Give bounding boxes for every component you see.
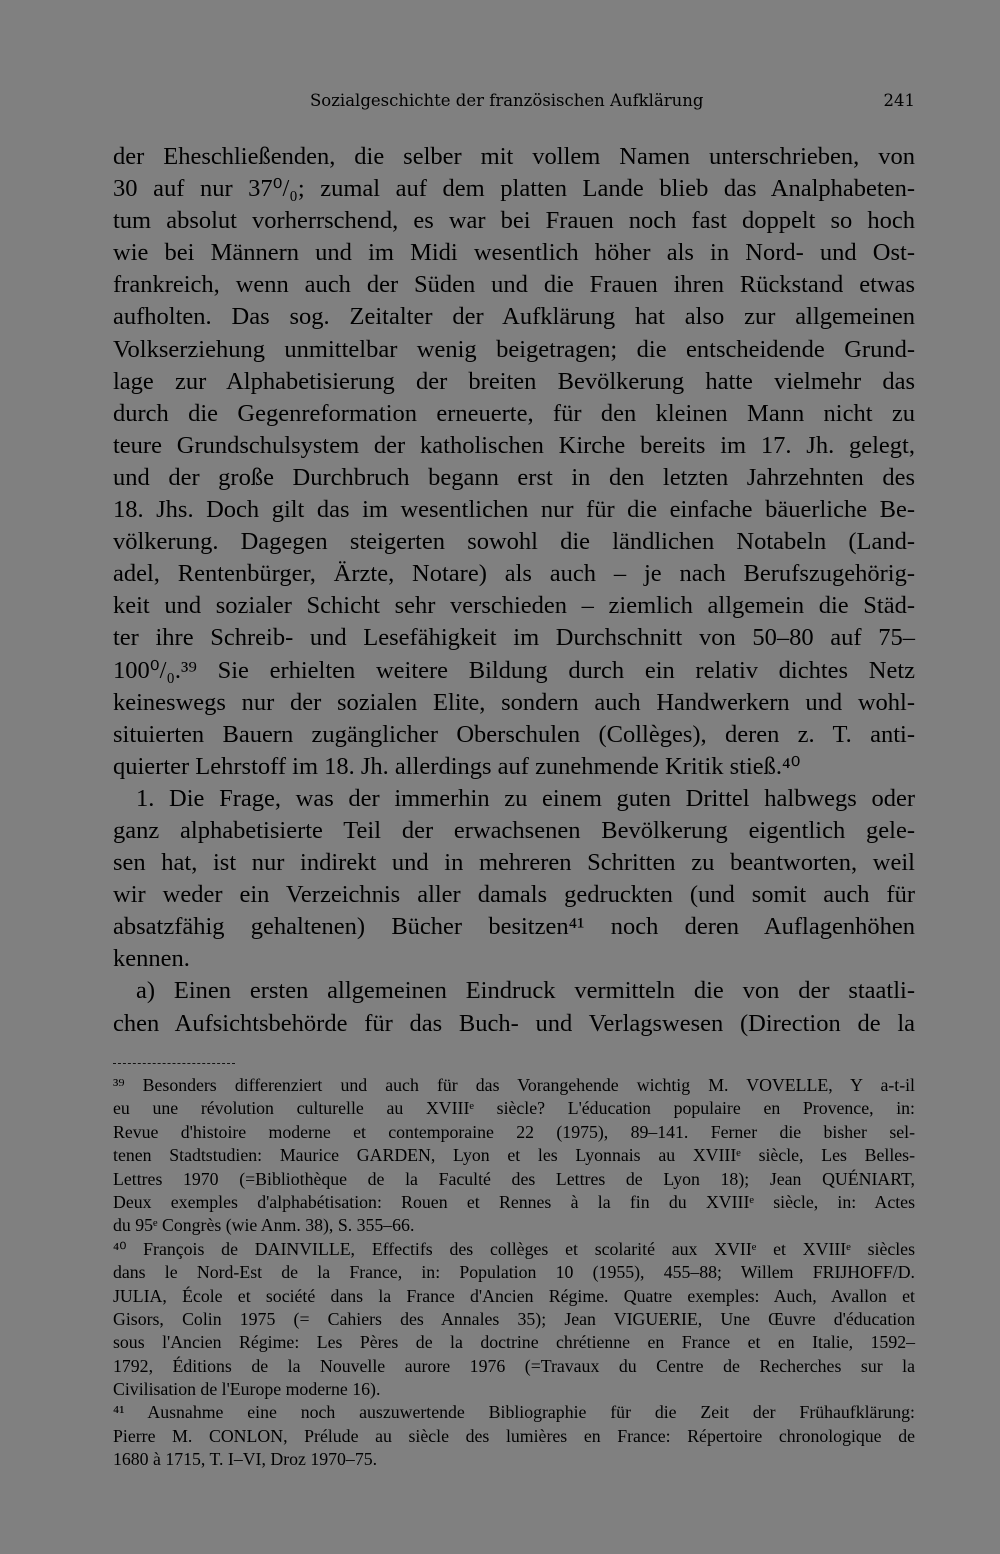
body-line: situierten Bauern zugänglicher Oberschulen (Collèges), deren z. T. anti- [113,720,915,748]
body-line: teure Grundschulsystem der katholischen Kirche bereits im 17. Jh. gelegt, [113,431,915,459]
body-line: quierter Lehrstoff im 18. Jh. allerdings auf zunehmende Kritik stieß.⁴⁰ [113,752,801,780]
footnote-39-line: ³⁹ Besonders differenziert und auch für das Vorangehende wichtig M. VOVELLE, Y a-t-il [113,1075,915,1095]
body-line: der Eheschließenden, die selber mit vollem Namen unterschrieben, von [113,143,915,170]
footnote-39-line: du 95ᵉ Congrès (wie Anm. 38), S. 355–66. [113,1215,415,1236]
body-line: frankreich, wenn auch der Süden und die Frauen ihren Rückstand etwas [113,271,915,299]
body-line: und der große Durchbruch begann erst in den letzten Jahrzehnten des [113,463,915,491]
body-line: chen Aufsichtsbehörde für das Buch- und Verlagswesen (Direction de la [113,1009,915,1037]
body-line: 18. Jhs. Doch gilt das im wesentlichen nur für die einfache bäuerliche Be- [113,496,915,524]
footnote-39-line: tenen Stadtstudien: Maurice GARDEN, Lyon et les Lyonnais au XVIIIᵉ siècle, Les Belles- [113,1145,915,1166]
body-line: keineswegs nur der sozialen Elite, sondern auch Handwerkern und wohl- [113,688,915,716]
footnote-41-line: 1680 à 1715, T. I–VI, Droz 1970–75. [113,1449,378,1470]
footnote-41-line: ⁴¹ Ausnahme eine noch auszuwertende Bibliographie für die Zeit der Frühaufklärung: [113,1402,915,1423]
body-line: ter ihre Schreib- und Lesefähigkeit im Durchschnitt von 50–80 auf 75– [113,624,915,652]
footnote-40-line: sous l'Ancien Régime: Les Pères de la doctrine chrétienne en France et en Italie, 1592– [113,1332,915,1353]
footnotes [113,1074,915,1472]
body-line: 30 auf nur 37⁰/₀; zumal auf dem platten Lande blieb das Analphabeten- [113,175,915,203]
page-number: 241 [883,91,915,110]
body-line: absatzfähig gehaltenen) Bücher besitzen⁴¹ noch deren Auflagenhöhen [113,913,915,941]
footnote-39-line: Lettres 1970 (=Bibliothèque de la Faculté des Lettres de Lyon 18); Jean QUÉNIART, [113,1168,915,1189]
body-line: lage zur Alphabetisierung der breiten Bevölkerung hatte vielmehr das [113,367,915,395]
footnote-39-line: Deux exemples d'alphabétisation: Rouen et Rennes à la fin du XVIIIᵉ siècle, in: Actes [113,1191,915,1212]
footnote-40-line: dans le Nord-Est de la France, in: Population 10 (1955), 455–88; Willem FRIJHOFF/D. [113,1262,915,1283]
footnote-40-line: Gisors, Colin 1975 (= Cahiers des Annales 35); Jean VIGUERIE, Une Œuvre d'éducation [113,1308,915,1329]
body-line: 100⁰/₀.³⁹ Sie erhielten weitere Bildung durch ein relativ dichtes Netz [113,656,915,684]
footnote-41-line: Pierre M. CONLON, Prélude au siècle des lumières en France: Répertoire chronologique de [113,1425,915,1446]
body-text [113,141,915,1040]
body-line: a) Einen ersten allgemeinen Eindruck vermitteln die von der staatli- [136,977,915,1005]
body-line: ganz alphabetisierte Teil der erwachsenen Bevölkerung eigentlich gele- [113,816,915,844]
body-line: durch die Gegenreformation erneuerte, für den kleinen Mann nicht zu [113,399,915,427]
footnote-40-line: JULIA, École et société dans la France d'Ancien Régime. Quatre exemples: Auch, Avallon et [113,1285,915,1306]
body-line: wie bei Männern und im Midi wesentlich höher als in Nord- und Ost- [113,239,915,267]
body-line: kennen. [113,945,190,973]
body-line: adel, Rentenbürger, Ärzte, Notare) als auch – je nach Berufszugehörig- [113,560,915,588]
running-head [113,86,915,116]
body-line: sen hat, ist nur indirekt und in mehreren Schritten zu beantworten, weil [113,849,915,877]
body-line: keit und sozialer Schicht sehr verschieden – ziemlich allgemein die Städ- [113,592,915,620]
footnote-39-line: eu une révolution culturelle au XVIIIᵉ siècle? L'éducation populaire en Provence, in: [113,1098,915,1119]
body-line: völkerung. Dagegen steigerten sowohl die ländlichen Notabeln (Land- [113,528,915,556]
footnote-40-line: Civilisation de l'Europe moderne 16). [113,1379,381,1400]
body-line: tum absolut vorherrschend, es war bei Frauen noch fast doppelt so hoch [113,207,915,235]
footnote-40-line: 1792, Éditions de la Nouvelle aurore 1976 (=Travaux du Centre de Recherches sur la [113,1355,915,1376]
body-line: aufholten. Das sog. Zeitalter der Aufklärung hat also zur allgemeinen [113,303,915,331]
body-line: Volkserziehung unmittelbar wenig beigetragen; die entscheidende Grund- [113,335,915,363]
footnote-39-line: Revue d'histoire moderne et contemporaine 22 (1975), 89–141. Ferner die bisher sel- [113,1121,915,1142]
body-line: wir weder ein Verzeichnis aller damals gedruckten (und somit auch für [113,881,915,909]
footnote-40-line: ⁴⁰ François de DAINVILLE, Effectifs des collèges et scolarité aux XVIIᵉ et XVIIIᵉ siècles [113,1238,915,1259]
footnote-divider [113,1063,235,1064]
body-line: 1. Die Frage, was der immerhin zu einem guten Drittel halbwegs oder [136,784,915,812]
running-title: Sozialgeschichte der französischen Aufklärung [310,91,704,110]
